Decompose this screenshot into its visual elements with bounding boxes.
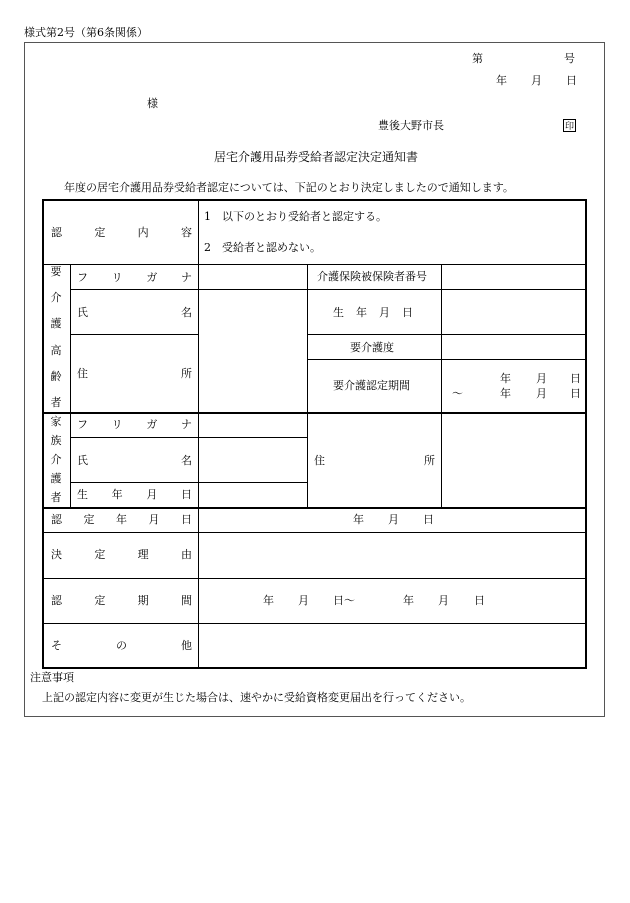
- cert-date-day: 日: [423, 513, 434, 526]
- header-date-day: 日: [566, 74, 577, 87]
- rule: [307, 334, 587, 335]
- care-level-label: 要介護度: [350, 341, 394, 354]
- birth-date-label: 生 年 月 日: [333, 306, 413, 319]
- doc-title: 居宅介護用品券受給者認定決定通知書: [214, 150, 419, 164]
- elder-name-label: 氏 名: [77, 306, 192, 319]
- reason-label: 決 定 理 由: [51, 548, 192, 561]
- period-value-month-1: 月: [298, 594, 309, 607]
- period-value-day-1: 日～: [333, 594, 355, 607]
- rule: [70, 334, 198, 335]
- period-value-month-2: 月: [438, 594, 449, 607]
- caregiver-furigana-label: フ リ ガ ナ: [77, 418, 192, 431]
- seal-stamp: 印: [563, 119, 576, 132]
- decision-option-1: 1 以下のとおり受給者と認定する。: [204, 210, 387, 223]
- other-label: そ の 他: [51, 639, 192, 652]
- certification-period-label: 要介護認定期間: [333, 379, 410, 392]
- issuer: 豊後大野市長: [378, 119, 444, 132]
- rule: [307, 359, 587, 360]
- rule: [42, 507, 587, 509]
- number-suffix: 号: [564, 52, 575, 65]
- rule: [42, 532, 587, 533]
- rule: [198, 199, 199, 669]
- rule: [307, 264, 308, 507]
- rule: [70, 264, 71, 507]
- form-id: 様式第2号（第6条関係）: [24, 26, 148, 39]
- insured-number-label: 介護保険被保険者番号: [317, 270, 427, 283]
- caregiver-name-label: 氏 名: [77, 454, 192, 467]
- rule: [42, 578, 587, 579]
- rule: [70, 437, 307, 438]
- header-date-month: 月: [531, 74, 542, 87]
- header-date-year: 年: [496, 74, 507, 87]
- rule: [441, 264, 442, 507]
- period-value-year-1: 年: [263, 594, 274, 607]
- rule: [42, 412, 587, 414]
- period-label: 認 定 期 間: [51, 594, 192, 607]
- notes-heading: 注意事項: [30, 671, 74, 684]
- period-from-day: 日: [570, 372, 581, 385]
- cert-date-label: 認 定 年 月 日: [51, 513, 192, 526]
- addressee-suffix: 様: [147, 97, 158, 110]
- caregiver-group-label: 家 族 介 護 者: [50, 415, 62, 504]
- period-value-day-2: 日: [474, 594, 485, 607]
- intro-text: 年度の居宅介護用品券受給者認定については、下記のとおり決定しましたので通知します。: [64, 181, 514, 194]
- period-tilde: ～: [452, 387, 463, 400]
- cert-date-month: 月: [388, 513, 399, 526]
- decision-option-2: 2 受給者と認めない。: [204, 241, 321, 254]
- number-prefix: 第: [472, 52, 483, 65]
- notes-text: 上記の認定内容に変更が生じた場合は、速やかに受給資格変更届出を行ってください。: [42, 691, 471, 704]
- rule: [70, 482, 307, 483]
- period-from-month: 月: [536, 372, 547, 385]
- period-from-year: 年: [500, 372, 511, 385]
- cert-date-year: 年: [353, 513, 364, 526]
- rule: [70, 289, 587, 290]
- rule: [42, 623, 587, 624]
- period-to-year: 年: [500, 387, 511, 400]
- caregiver-address-label: 住 所: [314, 454, 435, 467]
- period-to-month: 月: [536, 387, 547, 400]
- period-to-day: 日: [570, 387, 581, 400]
- elder-address-label: 住 所: [77, 367, 192, 380]
- decision-label: 認 定 内 容: [51, 226, 192, 239]
- rule: [42, 264, 587, 265]
- period-value-year-2: 年: [403, 594, 414, 607]
- caregiver-birth-label: 生 年 月 日: [77, 488, 192, 501]
- elder-group-label: 要 介 護 高 齢 者: [50, 265, 62, 409]
- elder-furigana-label: フ リ ガ ナ: [77, 271, 192, 284]
